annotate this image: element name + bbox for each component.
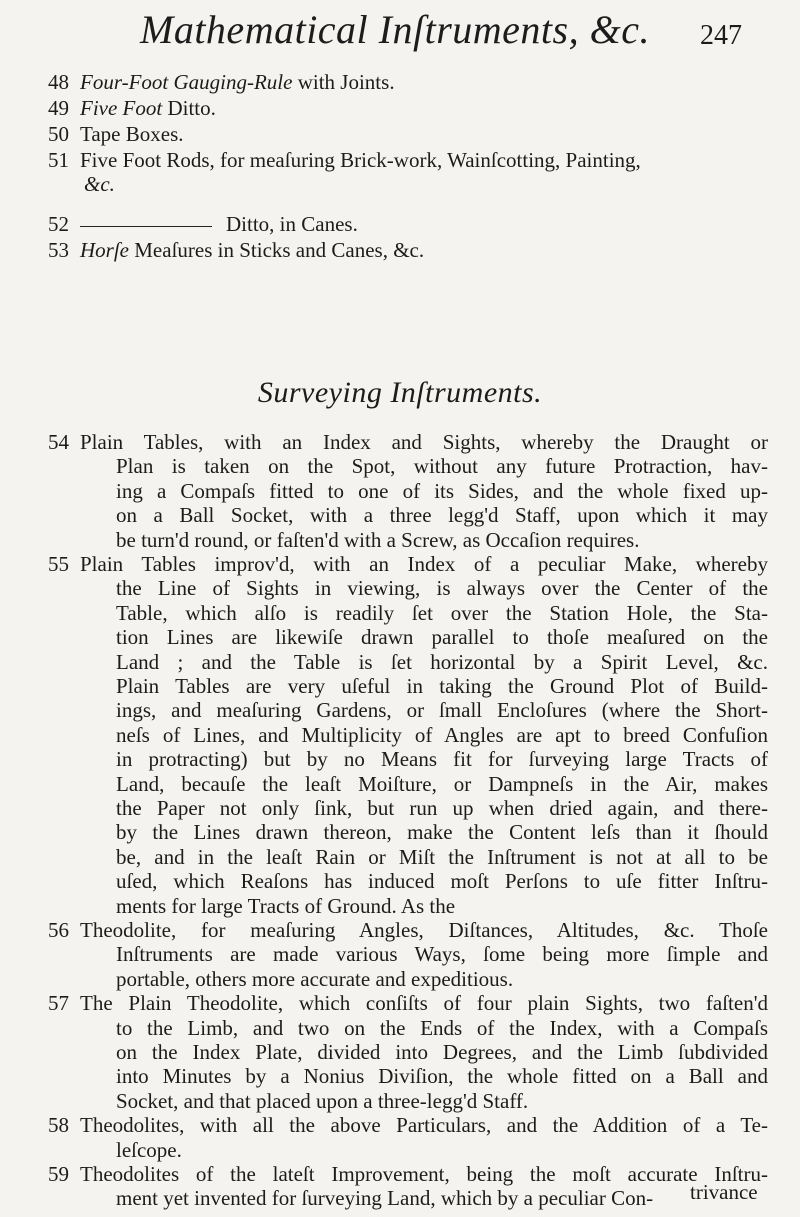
- entry-59: 59 Theodolites of the lateſt Improvement, being the moſt accurate Inſtru-: [48, 1162, 768, 1186]
- body-line: Land, becauſe the leaſt Moiſture, or Dampneſs in the Air, makes: [116, 771, 768, 796]
- entry-56: 56 Theodolite, for meaſuring Angles, Diſtances, Altitudes, &c. Thoſe: [48, 918, 768, 942]
- entry-57: 57 The Plain Theodolite, which conſiſts of four plain Sights, two faſten'd: [48, 991, 768, 1016]
- body-line: the Paper not only ſink, but run up when dried again, and there-: [116, 796, 768, 820]
- entry-51-cont: &c.: [84, 172, 115, 196]
- body-line: Plan is taken on the Spot, without any future Protraction, hav-: [116, 454, 768, 479]
- entry-58: 58 Theodolites, with all the above Particulars, and the Addition of a Te-: [48, 1113, 768, 1138]
- entry-51: 51 Five Foot Rods, for meaſuring Brick-work, Wainſcotting, Painting,: [48, 148, 641, 172]
- body-line: to the Limb, and two on the Ends of the Index, with a Compaſs: [116, 1015, 768, 1040]
- body-line: Plain Tables are very uſeful in taking the Ground Plot of Build-: [116, 674, 768, 698]
- body-line: ing a Compaſs fitted to one of its Sides, and the whole fixed up-: [116, 478, 768, 503]
- body-line: on a Ball Socket, with a three legg'd Staff, upon which it may: [116, 503, 768, 528]
- body-line: the Line of Sights in viewing, is always over the Center of the: [116, 576, 768, 601]
- entry-54: 54 Plain Tables, with an Index and Sights, whereby the Draught or: [48, 430, 768, 454]
- entry-49: 49 Five Foot Ditto.: [48, 96, 216, 120]
- body-line: by the Lines drawn thereon, make the Content leſs than it ſhould: [116, 820, 768, 845]
- body-line: in protracting) but by no Means fit for ſurveying large Tracts of: [116, 747, 768, 772]
- body-line: ment yet invented for ſurveying Land, which by a peculiar Con-: [116, 1186, 654, 1211]
- body-line: on the Index Plate, divided into Degrees, and the Limb ſubdivided: [116, 1040, 768, 1064]
- entry-48: 48 Four-Foot Gauging-Rule with Joints.: [48, 70, 395, 94]
- body-line: into Minutes by a Nonius Diviſion, the whole fitted on a Ball and: [116, 1064, 768, 1089]
- body-line: be, and in the leaſt Rain or Miſt the Inſtrument is not at all to be: [116, 844, 768, 869]
- body-line: neſs of Lines, and Multiplicity of Angles are apt to breed Confuſion: [116, 722, 768, 747]
- body-line: portable, others more accurate and expeditious.: [116, 966, 514, 991]
- body-line: Socket, and that placed upon a three-legg'd Staff.: [116, 1088, 529, 1113]
- section-title: Surveying Inſtruments.: [257, 376, 543, 409]
- body-line: uſed, which Reaſons has induced moſt Perſons to uſe fitter Inſtru-: [116, 869, 768, 894]
- body-line: leſcope.: [116, 1137, 182, 1162]
- body-line: tion Lines are likewiſe drawn parallel to thoſe meaſured on the: [116, 625, 768, 650]
- entry-50: 50 Tape Boxes.: [48, 122, 184, 146]
- entry-55: 55 Plain Tables improv'd, with an Index of a peculiar Make, whereby: [48, 552, 768, 576]
- page-header: [0, 6, 800, 66]
- catchword: trivance: [690, 1180, 758, 1204]
- running-head: Mathematical Inſtruments, &c.: [140, 7, 650, 52]
- body-line: ings, and meaſuring Gardens, or ſmall Encloſures (where the Short-: [116, 698, 768, 723]
- body-line: be turn'd round, or faſten'd with a Screw, as Occaſion requires.: [116, 527, 640, 552]
- entry-53: 53 Horſe Meaſures in Sticks and Canes, &c.: [48, 238, 425, 262]
- ditto-dash: [80, 226, 212, 227]
- body-line: Table, which alſo is readily ſet over the Station Hole, the Sta-: [116, 600, 768, 625]
- body-line: Land ; and the Table is ſet horizontal by a Spirit Level, &c.: [116, 649, 768, 674]
- body-line: ments for large Tracts of Ground. As the: [116, 893, 456, 918]
- entry-52: 52 Ditto, in Canes.: [48, 212, 358, 236]
- body-line: Inſtruments are made various Ways, ſome being more ſimple and: [116, 942, 768, 967]
- page-number: 247: [700, 20, 742, 51]
